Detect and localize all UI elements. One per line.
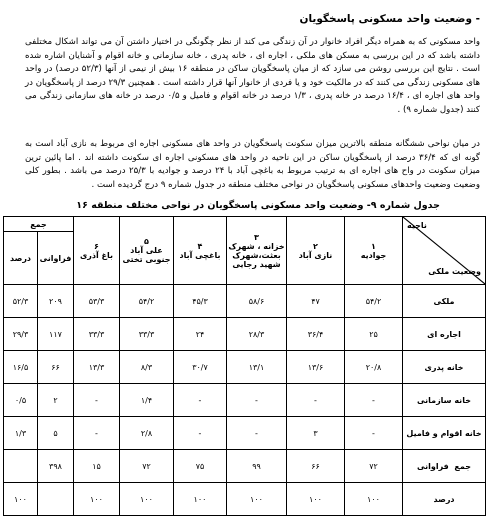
table-cell: ۱۳/۳ (74, 351, 120, 384)
table-cell (4, 450, 38, 483)
district-header: ۵ علی آباد جنوبی تختی (120, 217, 174, 285)
table-cell: ۱/۳ (4, 417, 38, 450)
table-cell: ۱۶/۵ (4, 351, 38, 384)
sum-row-label: درصد (403, 483, 486, 516)
table-cell: ۱۰۰ (287, 483, 345, 516)
table-cell: ۲۰/۸ (345, 351, 403, 384)
table-cell: - (227, 417, 287, 450)
table-row (4, 483, 486, 516)
table-cell: ۷۲ (120, 450, 174, 483)
table-cell: ۷۲ (345, 450, 403, 483)
table-cell: ۱۵ (74, 450, 120, 483)
table-cell: ۲۵ (345, 318, 403, 351)
row-label: اجاره ای (403, 318, 486, 351)
paragraph-district-comparison: در میان نواحی ششگانه منطقه بالاترین میزان سکونت پاسخگویان در واحد های مسکونی اجاره ای مربوط به نازی آباد است به گونه ای که ۳۶/۴ درصد از پاسخگویان ساکن در این ناحیه در واحد های مسکونی اجاره ای سکونت داشته اند . اما پائین ترین میزان سکونت در واح های اجاره ای به ترتیب مربوط به باغچی آباد با ۲۴ درصد و جوادیه با ۲۵/۳ درصد می باشد . بطور کلی وضعیت وضعیت واحدهای مسکونی پاسخگویان در نواحی مختلف منطقه در جدول شماره ۹ درج گردیده است . (25, 139, 481, 190)
table-cell: ۳۳/۳ (120, 318, 174, 351)
total-frequency-header: فراوانی (38, 232, 74, 285)
corner-header-status: وضعیت ملکی (428, 267, 481, 276)
district-header: ۱ جوادیه (345, 217, 403, 285)
total-group-header: جمع (4, 217, 74, 232)
table-cell: ۳ (287, 417, 345, 450)
table-row (4, 384, 486, 417)
district-header: ۶ باغ آذری (74, 217, 120, 285)
table-cell: ۸/۳ (120, 351, 174, 384)
table-cell: ۱۰۰ (4, 483, 38, 516)
table-cell: ۳۶/۴ (287, 318, 345, 351)
table-cell: ۹۹ (227, 450, 287, 483)
table-cell: ۴۷ (287, 285, 345, 318)
table-cell: ۴۵/۳ (174, 285, 227, 318)
table-cell (38, 483, 74, 516)
table-cell: ۲/۸ (120, 417, 174, 450)
housing-status-table (3, 216, 486, 516)
table-cell: - (74, 384, 120, 417)
table-cell: ۵ (38, 417, 74, 450)
sum-row-label: جمع فراوانی (403, 450, 486, 483)
section-heading: - وضعیت واحد مسکونی پاسخگویان (299, 13, 480, 25)
table-cell: - (174, 384, 227, 417)
table-cell: ۱/۴ (120, 384, 174, 417)
table-cell: ۱۰۰ (74, 483, 120, 516)
table-cell: ۵۴/۲ (120, 285, 174, 318)
table-cell: ۲۰۹ (38, 285, 74, 318)
table-cell: ۵۲/۳ (4, 285, 38, 318)
table-cell: ۱۰۰ (174, 483, 227, 516)
row-label: خانه اقوام و فامیل (403, 417, 486, 450)
table-cell: - (74, 417, 120, 450)
district-header: ۲ نازی آباد (287, 217, 345, 285)
district-header: ۴ باغچی آباد (174, 217, 227, 285)
table-cell: ۳۰/۷ (174, 351, 227, 384)
table-cell: ۵۸/۶ (227, 285, 287, 318)
table-row (4, 450, 486, 483)
district-header: ۳ خزانه ، شهرک بعثت،شهرک شهید رجایی (227, 217, 287, 285)
table-cell: ۱۰۰ (227, 483, 287, 516)
table-cell: ۰/۵ (4, 384, 38, 417)
table-cell: ۳۳/۳ (74, 318, 120, 351)
table-row (4, 318, 486, 351)
table-cell: ۵۴/۲ (345, 285, 403, 318)
table-cell: ۱۰۰ (345, 483, 403, 516)
total-percent-header: درصد (4, 232, 38, 285)
table-cell: ۱۳/۶ (287, 351, 345, 384)
table-cell: ۱۱۷ (38, 318, 74, 351)
table-cell: ۲۴ (174, 318, 227, 351)
table-cell: ۲۹/۳ (4, 318, 38, 351)
table-cell: - (345, 384, 403, 417)
table-row (4, 417, 486, 450)
corner-header-district: ناحیه (407, 221, 427, 230)
table-row (4, 285, 486, 318)
table-cell: ۶۶ (287, 450, 345, 483)
paragraph-ownership-overview: واحد مسکونی که به همراه دیگر افراد خانوار در آن زندگی می کند از نظر چگونگی در اختیار داشتن آن می تواند اشکال مختلفی داشته باشد که در این بررسی به مسکن های ملکی ، اجاره ای ، خانه پدری ، خانه سازمانی و خانه اقوام و آشنایان اشاره شده است . نتایج این بررسی روشن می سازد که از میان پاسخگویان ساکن در منطقه ۱۶ بیش از نیمی از آنها (۵۲/۳ درصد) در واحد های مسکونی زندگی می کنند که در مالکیت خود و یا فردی از خانوار آنها قرار داشته است . همچنین ۲۹/۳ درصد از پاسخگویان در واحد های اجاره ای ، ۱۶/۴ درصد در خانه پدری ، ۱/۳ درصد در خانه اقوام و فامیل و ۰/۵ درصد در خانه های سازمانی زندگی می کنند (جدول شماره ۹) . (25, 37, 480, 115)
table-cell: ۶۶ (38, 351, 74, 384)
table-cell: - (345, 417, 403, 450)
table-cell: ۱۳/۱ (227, 351, 287, 384)
row-label: خانه سازمانی (403, 384, 486, 417)
row-label: ملکی (403, 285, 486, 318)
table-cell: ۲۸/۳ (227, 318, 287, 351)
table-cell: - (174, 417, 227, 450)
table-cell: ۳۹۸ (38, 450, 74, 483)
table-cell: ۲ (38, 384, 74, 417)
table-cell: ۵۳/۳ (74, 285, 120, 318)
table-header-row (4, 217, 486, 232)
corner-header-cell (403, 217, 486, 285)
table-row (4, 351, 486, 384)
table-cell: ۱۰۰ (120, 483, 174, 516)
row-label: خانه پدری (403, 351, 486, 384)
table-cell: ۷۵ (174, 450, 227, 483)
table-cell: - (287, 384, 345, 417)
sum-group-label: جمع (454, 461, 471, 471)
table-caption: جدول شماره ۹- وضعیت واحد مسکونی پاسخگویان در نواحی مختلف منطقه ۱۶ (76, 200, 440, 211)
table-cell: - (227, 384, 287, 417)
